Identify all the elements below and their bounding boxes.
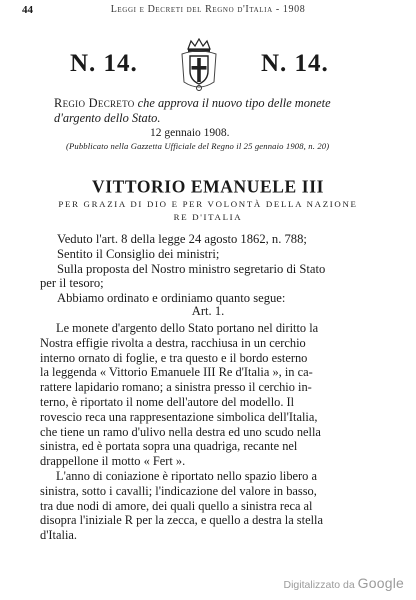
article-line: interno ornato di foglie, e tra questo e il bordo esterno	[40, 350, 308, 365]
article-line: la leggenda « Vittorio Emanuele III Re d'Italia », in ca-	[40, 365, 313, 380]
article-line: che tiene un ramo d'ulivo nella destra ed uno scudo nella	[40, 424, 321, 439]
preamble-line: Abbiamo ordinato e ordiniamo quanto segue:	[57, 291, 286, 306]
watermark-prefix: Digitalizzato da	[283, 579, 355, 591]
decree-date: 12 gennaio 1908.	[150, 127, 230, 139]
publication-note: (Pubblicato nella Gazzetta Ufficiale del Regno il 25 gennaio 1908, n. 20)	[66, 141, 330, 151]
decree-number-row	[0, 50, 416, 80]
sovereign-name: VITTORIO EMANUELE III	[91, 175, 325, 197]
watermark-brand: Google	[357, 575, 404, 591]
decree-number-left: N. 14.	[70, 50, 138, 77]
preamble-line: per il tesoro;	[40, 276, 104, 291]
sovereign-grace-formula: PER GRAZIA DI DIO E PER VOLONTÀ DELLA NAZIONE	[58, 199, 358, 209]
preamble-line: Sentito il Consiglio dei ministri;	[57, 246, 220, 261]
digitization-watermark	[284, 575, 404, 591]
article-line: L'anno di coniazione è riportato nello spazio libero a	[56, 468, 317, 483]
article-line: drappellone il motto « Fert ».	[40, 454, 186, 469]
article-line: tra due nodi di amore, dei quali quello a sinistra reca al	[40, 498, 313, 513]
article-line: sinistra, sotto i cavalli; l'indicazione del valore in basso,	[40, 483, 317, 498]
article-heading: Art. 1.	[191, 304, 225, 318]
article-line: sinistra, ed è portata sopra una quadriga, recante nel	[40, 439, 298, 454]
running-head-title: Leggi e Decreti del Regno d'Italia - 1908	[110, 4, 306, 15]
decree-number-right: N. 14.	[261, 50, 329, 77]
article-line: Le monete d'argento dello Stato portano nel diritto la	[56, 321, 319, 335]
royal-coat-of-arms-icon	[174, 38, 224, 94]
decree-title	[54, 96, 378, 126]
decree-prefix: Regio Decreto	[54, 96, 135, 110]
article-line: disopra l'iniziale R per la zecca, e quello a destra la stella	[40, 513, 323, 528]
article-body	[40, 321, 376, 543]
decree-subject: che approva il nuovo tipo delle monete d'argento dello Stato.	[54, 96, 331, 125]
article-line: Nostra effigie rivolta a destra, racchiusa in un cerchio	[40, 335, 306, 350]
article-line: rovescio reca una rappresentazione simbolica dell'Italia,	[40, 409, 318, 424]
article-line: d'Italia.	[40, 528, 77, 543]
sovereign-realm: RE D'ITALIA	[173, 212, 243, 222]
preamble-line: Veduto l'art. 8 della legge 24 agosto 1862, n. 788;	[57, 232, 307, 246]
page-number: 44	[22, 4, 33, 16]
preamble	[40, 232, 375, 306]
article-line: rattere lapidario romano; a sinistra presso il cerchio in-	[40, 380, 312, 395]
preamble-line: Sulla proposta del Nostro ministro segretario di Stato	[57, 261, 326, 276]
running-head	[22, 4, 394, 20]
article-line: terno, è riportato il nome dell'autore del modello. Il	[40, 394, 295, 409]
